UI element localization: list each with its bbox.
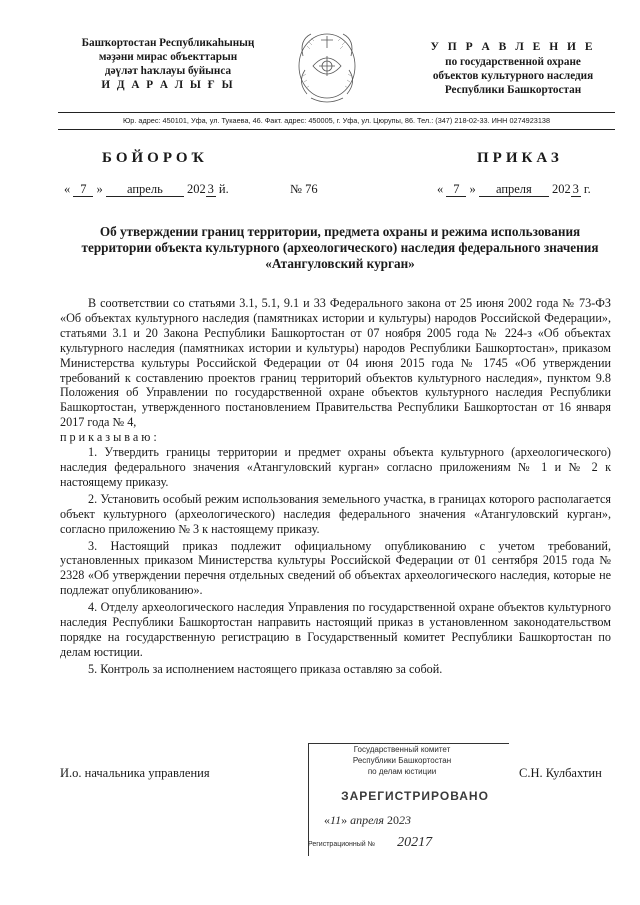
stamp-date: «11» апреля 2023	[324, 813, 411, 827]
header-rule-top	[58, 112, 615, 113]
date-right-suffix: г.	[583, 182, 591, 196]
date-right-day: 7	[446, 183, 466, 197]
stamp-day: 11	[330, 813, 342, 827]
coat-of-arms-icon	[293, 26, 361, 110]
date-left-day: 7	[73, 183, 93, 197]
header-left-line2: мәҙәни мирас объекттарын	[98, 51, 238, 63]
date-right-year-prefix: 202	[552, 182, 571, 196]
date-left-suffix: й.	[218, 182, 229, 196]
date-left	[64, 182, 229, 197]
stamp-org-line3: по делам юстиции	[367, 767, 437, 776]
preamble: В соответствии со статьями 3.1, 5.1, 9.1 и 33 Федерального закона от 25 июня 2002 года № 73-ФЗ «Об объектах культурного наследия (памятниках истории и культуры) народов Российской Федерации», статьями 3.1 и 20 Закона Республики Башкортостан от 07 ноября 2005 года № 224-з «Об объектах культурного наследия (памятниках истории и культуры) народов Республики Башкортостан», приказом Министерства культуры Российской Федерации от 04 июня 2015 года № 1745 «Об утверждении требований к составлению проектов границ территорий объектов культурного наследия», пунктом 9.8 Положения об Управлении по государственной охране объектов культурного наследия Республики Башкортостан, утвержденного постановлением Правительства Республики Башкортостан от 16 января 2017 года № 4,	[60, 296, 611, 430]
stamp-year: 23	[398, 813, 411, 827]
header-right-line4: Республики Башкортостан	[444, 84, 582, 96]
date-left-month: апрель	[106, 183, 184, 197]
order-number-value: 76	[305, 182, 318, 196]
document-body	[60, 296, 611, 677]
signatory-title: И.о. начальника управления	[60, 766, 210, 780]
address-line: Юр. адрес: 450101, Уфа, ул. Тукаева, 46. Факт. адрес: 450005, г. Уфа, ул. Цюрупы, 86. Тел.: (347) 218-02-33. ИНН 0274923138	[122, 116, 551, 125]
header-left-bashkir	[68, 36, 268, 92]
header-right-russian	[418, 40, 608, 97]
stamp-reg-number	[308, 835, 498, 851]
order-item-2: 2. Установить особый режим использования земельного участка, в границах которого располагается объект культурного (археологического) наследия федерального значения «Атангуловский курган», согласно приложению № 3 к настоящему приказу.	[60, 491, 611, 536]
header-left-line3: дәүләт һаҡлауы буйынса	[104, 65, 232, 77]
order-word: приказываю:	[60, 430, 160, 445]
header-rule-bottom	[58, 129, 615, 130]
order-number	[290, 182, 318, 197]
header-right-line1: У П Р А В Л Е Н И Е	[430, 41, 596, 53]
order-item-1: 1. Утвердить границы территории и предмет охраны объекта культурного (археологического) наследия федерального значения «Атангуловский курган» согласно приложениям № 1 и № 2 к настоящему приказу.	[60, 445, 611, 489]
stamp-org-line1: Государственный комитет	[353, 745, 451, 754]
order-item-3: 3. Настоящий приказ подлежит официальному опубликованию с учетом требований, установленных приказом Министерства культуры Российской Федерации от 01 сентября 2015 года № 2328 «Об утверждении перечня отдельных сведений об объектах археологического наследия, которые не подлежат опубликованию».	[60, 538, 611, 598]
document-title: Об утверждении границ территории, предмета охраны и режима использования территории объекта культурного (археологического) наследия федерального значения «Атангуловский курган»	[81, 224, 599, 271]
stamp-year-prefix: 20	[386, 813, 399, 827]
signatory-name: С.Н. Кулбахтин	[519, 766, 602, 780]
order-number-sign: №	[290, 182, 302, 196]
registration-stamp	[298, 739, 513, 859]
stamp-org	[332, 744, 472, 777]
date-left-quote-close: »	[96, 182, 103, 196]
order-title-bashkir: БОЙОРОҠ	[102, 150, 208, 166]
date-left-year-prefix: 202	[187, 182, 206, 196]
date-left-quote-open: «	[64, 182, 71, 196]
stamp-registered: ЗАРЕГИСТРИРОВАНО	[341, 789, 489, 803]
order-item-4: 4. Отделу археологического наследия Управления по государственной охране объектов культурного наследия Республики Башкортостан направить настоящий приказ в установленном законодательством порядке на государственную регистрацию в Государственный комитет Республики Башкортостан по делам юстиции.	[60, 600, 611, 659]
stamp-month: апреля	[350, 813, 384, 827]
stamp-reg-label: Регистрационный №	[308, 841, 376, 848]
date-right-month: апреля	[479, 183, 549, 197]
stamp-reg-value: 20217	[397, 835, 433, 850]
header-left-line4: И Д А Р А Л Ы Ғ Ы	[101, 79, 235, 91]
date-left-year-digit: 3	[207, 182, 214, 196]
date-right-quote-open: «	[437, 182, 444, 196]
stamp-org-line2: Республики Башкортостан	[352, 756, 452, 765]
date-right	[437, 182, 591, 197]
date-right-quote-close: »	[469, 182, 476, 196]
header-left-line1: Башҡортостан Республикаһының	[81, 37, 255, 49]
header-right-line2: по государственной охране	[445, 56, 581, 68]
header-right-line3: объектов культурного наследия	[432, 70, 594, 82]
order-item-5: 5. Контроль за исполнением настоящего приказа оставляю за собой.	[88, 661, 443, 676]
order-title-russian: ПРИКАЗ	[477, 150, 563, 166]
date-right-year-digit: 3	[572, 182, 579, 196]
